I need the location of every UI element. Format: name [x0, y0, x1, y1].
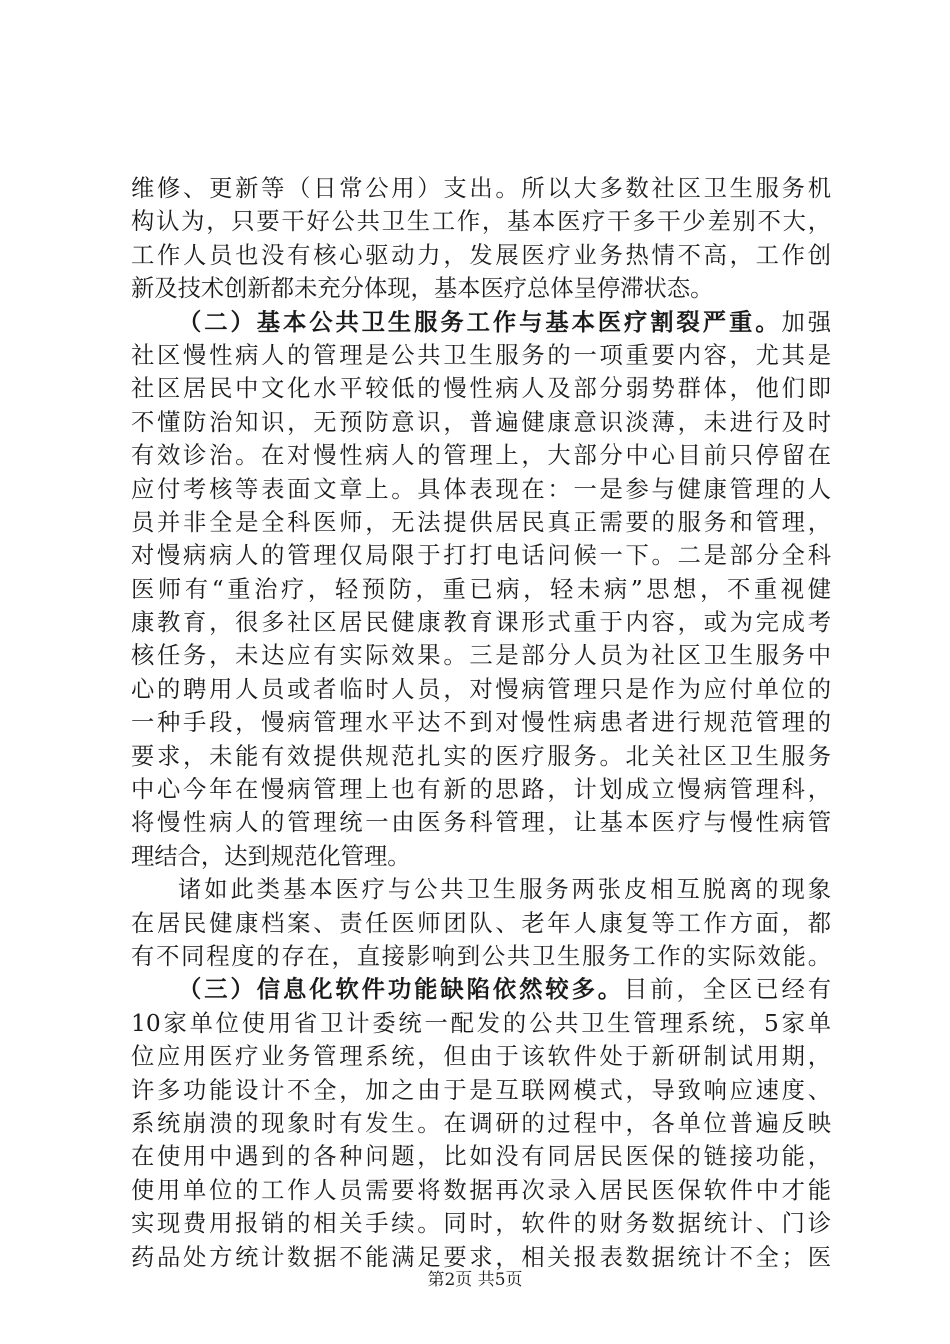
text-line: 中心今年在慢病管理上也有新的思路，计划成立慢病管理科，: [131, 776, 831, 804]
text-line: 新及技术创新都未充分体现，基本医疗总体呈停滞状态。: [131, 275, 714, 303]
text-line: 将慢性病人的管理统一由医务科管理，让基本医疗与慢性病管: [131, 809, 831, 837]
text-line: 药品处方统计数据不能满足要求，相关报表数据统计不全；医: [131, 1243, 831, 1271]
text-line: 要求，未能有效提供规范扎实的医疗服务。北关社区卫生服务: [131, 742, 831, 770]
text-line: 应付考核等表面文章上。具体表现在：一是参与健康管理的人: [131, 475, 831, 503]
text-line: 员并非全是全科医师，无法提供居民真正需要的服务和管理，: [131, 508, 831, 536]
text-line: 康教育，很多社区居民健康教育课形式重于内容，或为完成考: [131, 609, 831, 637]
text-line: 系统崩溃的现象时有发生。在调研的过程中，各单位普遍反映: [131, 1109, 831, 1137]
text-line: 在居民健康档案、责任医师团队、老年人康复等工作方面，都: [131, 909, 831, 937]
page-footer: 第2页 共5页: [427, 1270, 523, 1290]
text-line: 使用单位的工作人员需要将数据再次录入居民医保软件中才能: [131, 1176, 831, 1204]
text-line: 社区居民中文化水平较低的慢性病人及部分弱势群体，他们即: [131, 375, 831, 403]
text-run: 加强: [781, 308, 832, 336]
text-line: 工作人员也没有核心驱动力，发展医疗业务热情不高，工作创: [131, 241, 831, 269]
text-line: 有不同程度的存在，直接影响到公共卫生服务工作的实际效能。: [131, 942, 831, 970]
text-line: 许多功能设计不全，加之由于是互联网模式，导致响应速度、: [131, 1076, 831, 1104]
text-line: 维修、更新等（日常公用）支出。所以大多数社区卫生服务机: [131, 175, 831, 202]
text-run: 目前，全区已经有: [624, 976, 832, 1004]
section-heading-line: [131, 306, 831, 339]
text-line: 构认为，只要干好公共卫生工作，基本医疗干多干少差别不大，: [131, 208, 831, 236]
text-line: 对慢病病人的管理仅局限于打打电话问候一下。二是部分全科: [131, 542, 831, 570]
text-line: 医师有“重治疗，轻预防，重已病，轻未病”思想，不重视健: [131, 575, 831, 603]
text-line: 一种手段，慢病管理水平达不到对慢性病患者进行规范管理的: [131, 709, 831, 737]
text-line: 诸如此类基本医疗与公共卫生服务两张皮相互脱离的现象: [178, 876, 831, 904]
document-body: [131, 172, 831, 1274]
text-line: 理结合，达到规范化管理。: [131, 842, 411, 870]
text-line: 有效诊治。在对慢性病人的管理上，大部分中心目前只停留在: [131, 442, 831, 470]
text-line: 不懂防治知识，无预防意识，普遍健康意识淡薄，未进行及时: [131, 408, 831, 436]
text-line: 心的聘用人员或者临时人员，对慢病管理只是作为应付单位的: [131, 675, 831, 703]
section-heading: （二）基本公共卫生服务工作与基本医疗割裂严重。: [178, 308, 782, 336]
text-line: 社区慢性病人的管理是公共卫生服务的一项重要内容，尤其是: [131, 341, 831, 369]
text-line: 核任务，未达应有实际效果。三是部分人员为社区卫生服务中: [131, 642, 831, 670]
text-line: 位应用医疗业务管理系统，但由于该软件处于新研制试用期，: [131, 1043, 831, 1071]
text-line: 10家单位使用省卫计委统一配发的公共卫生管理系统，5家单: [131, 1009, 831, 1037]
text-line: 在使用中遇到的各种问题，比如没有同居民医保的链接功能，: [131, 1143, 831, 1171]
section-heading-line: [131, 973, 831, 1006]
text-line: 实现费用报销的相关手续。同时，软件的财务数据统计、门诊: [131, 1210, 831, 1238]
section-heading: （三）信息化软件功能缺陷依然较多。: [178, 976, 625, 1004]
